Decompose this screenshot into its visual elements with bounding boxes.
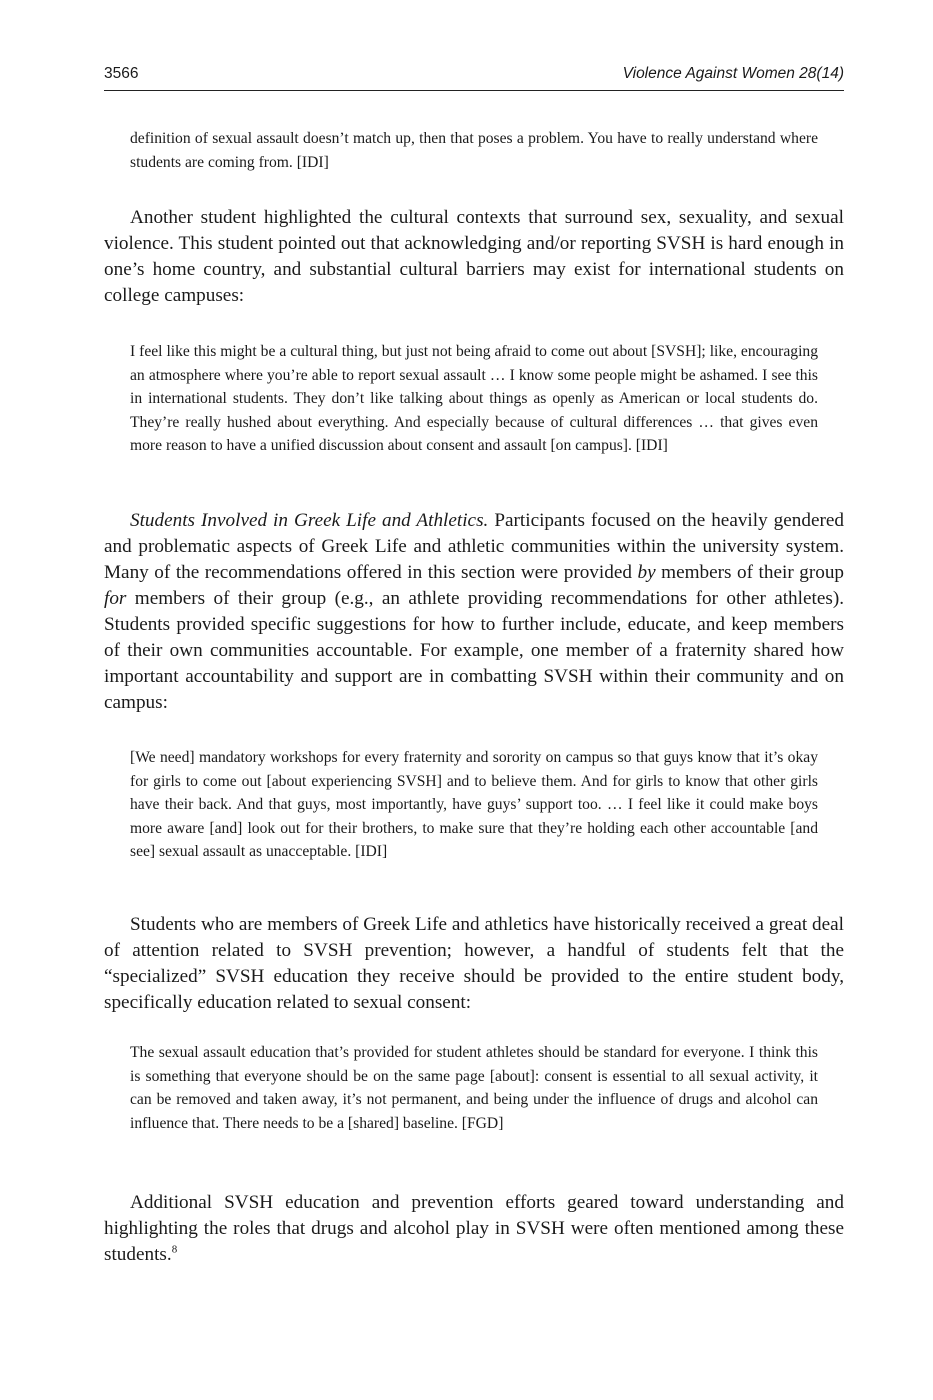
section-heading: Students Involved in Greek Life and Athletics. (130, 510, 489, 531)
block-quote-1: definition of sexual assault doesn’t match up, then that poses a problem. You have to really understand where students are coming from. [IDI] (130, 130, 818, 171)
paragraph-2-text-b: members of their group (661, 562, 845, 583)
paragraph-2-text-a: Participants focused on the heavily gendered and problematic aspects of Greek Life and athletic communities within the university system. Many of the recommendations offered in this section were provided (104, 510, 844, 583)
journal-title: Violence Against Women 28(14) (622, 65, 844, 82)
paragraph-2-text-c: members of their group (e.g., an athlete providing recommendations for other athletes). Students provided specific suggestions for how to further include, educate, and keep members of their own communities accountable. For example, one member of a fraternity shared how important accountability and support are in combatting SVSH within their community and on campus: (104, 588, 845, 713)
block-quote-3: [We need] mandatory workshops for every fraternity and sorority on campus so that guys know that it’s okay for girls to come out [about experiencing SVSH] and to believe them. And for girls to know that other girls have their back. And that guys, most importantly, have guys’ support too. … I feel like it could make boys more aware [and] look out for their brothers, to make sure that they’re holding each other accountable [and see] sexual assault as unacceptable. [IDI] (130, 749, 818, 860)
emphasis-for: for (104, 588, 127, 609)
page-number: 3566 (104, 65, 139, 82)
paragraph-4 (104, 1190, 844, 1268)
paragraph-2 (104, 508, 844, 716)
block-quote-4: The sexual assault education that’s provided for student athletes should be standard for everyone. I think this is something that everyone should be on the same page [about]: consent is essential to all sexual activity, it can be removed and taken away, it’s not permanent, and being under the influence of drugs and alcohol can influence that. There needs to be a [shared] baseline. [FGD] (130, 1044, 818, 1132)
footnote-marker[interactable]: 8 (171, 1243, 178, 1256)
paragraph-3: Students who are members of Greek Life and athletics have historically received a great deal of attention related to SVSH prevention; however, a handful of students felt that the “specialized” SVSH education they receive should be provided to the entire student body, specifically education related to sexual consent: (104, 914, 844, 1013)
running-head (104, 60, 844, 91)
paragraph-1: Another student highlighted the cultural contexts that surround sex, sexuality, and sexual violence. This student pointed out that acknowledging and/or reporting SVSH is hard enough in one’s home country, and substantial cultural barriers may exist for international students on college campuses: (104, 207, 844, 306)
block-quote-2: I feel like this might be a cultural thing, but just not being afraid to come out about [SVSH]; like, encouraging an atmosphere where you’re able to report sexual assault … I know some people might be ashamed. I see this in international students. They don’t like talking about things as openly as American or local students do. They’re really hushed about everything. And especially because of cultural differences … that gives even more reason to have a unified discussion about consent and assault [on campus]. [IDI] (130, 343, 818, 454)
paragraph-4-text: Additional SVSH education and prevention efforts geared toward understanding and highlighting the roles that drugs and alcohol play in SVSH were often mentioned among these students. (104, 1192, 844, 1265)
emphasis-by: by (637, 562, 656, 583)
